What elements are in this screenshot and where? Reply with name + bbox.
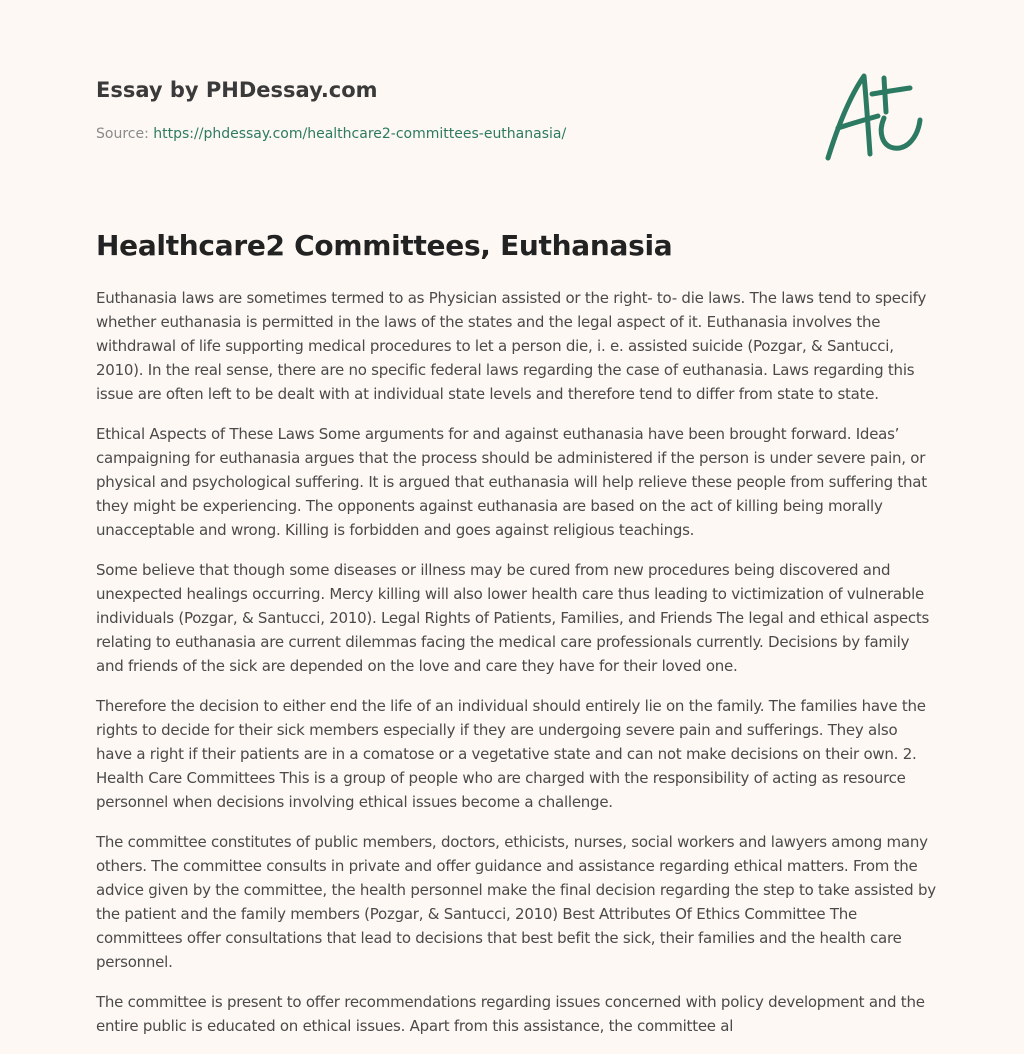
essay-title: Healthcare2 Committees, Euthanasia — [96, 229, 673, 262]
essay-paragraph: Some believe that though some diseases or illness may be cured from new procedures being discovered and unexpected healings occurring. Mercy killing will also lower health care thus leading to victimization of vulnerable individuals (Pozgar, & Santucci, 2010). Legal Rights of Patients, Families, and Friends The legal and ethical aspects relating to euthanasia are current dilemmas facing the medical care professionals currently. Decisions by family and friends of the sick are depended on the love and care they have for their loved one. — [96, 561, 930, 675]
essay-body — [96, 286, 936, 1054]
document-header — [96, 76, 796, 144]
essay-paragraph: The committee constitutes of public members, doctors, ethicists, nurses, social workers and lawyers among many others. The committee consults in private and offer guidance and assistance regarding ethical matters. From the advice given by the committee, the health personnel make the final decision regarding the step to take assisted by the patient and the family members (Pozgar, & Santucci, 2010) Best Attributes Of Ethics Committee The committees offer consultations that lead to decisions that best befit the sick, their families and the health care personnel. — [96, 833, 936, 971]
source-link[interactable]: https://phdessay.com/healthcare2-committees-euthanasia/ — [153, 126, 567, 142]
a-plus-icon — [820, 66, 930, 166]
essay-paragraph: Euthanasia laws are sometimes termed to as Physician assisted or the right- to- die laws. The laws tend to specify whether euthanasia is permitted in the laws of the states and the legal aspect of it. Euthanasia involves the withdrawal of life supporting medical procedures to let a person die, i. e. assisted suicide (Pozgar, & Santucci, 2010). In the real sense, there are no specific federal laws regarding the case of euthanasia. Laws regarding this issue are often left to be dealt with at individual state levels and therefore tend to differ from state to state. — [96, 289, 927, 403]
source-label: Source: — [96, 126, 154, 142]
essay-paragraph: Therefore the decision to either end the life of an individual should entirely lie on the family. The families have the rights to decide for their sick members especially if they are undergoing severe pain and sufferings. They also have a right if their patients are in a comatose or a vegetative state and can not make decisions on their own. 2. Health Care Committees This is a group of people who are charged with the responsibility of acting as resource personnel when decisions involving ethical issues become a challenge. — [96, 697, 926, 811]
essay-paragraph: Ethical Aspects of These Laws Some arguments for and against euthanasia have been brought forward. Ideas’ campaigning for euthanasia argues that the process should be administered if the person is under severe pain, or physical and psychological suffering. It is argued that euthanasia will help relieve these people from suffering that they might be experiencing. The opponents against euthanasia are based on the act of killing being morally unacceptable and wrong. Killing is forbidden and goes against religious teachings. — [96, 425, 927, 539]
essay-paragraph: The committee is present to offer recommendations regarding issues concerned with policy development and the entire public is educated on ethical issues. Apart from this assistance, the committee al — [96, 993, 925, 1035]
brand-title: Essay by PHDessay.com — [96, 78, 378, 102]
source-line — [96, 124, 796, 144]
